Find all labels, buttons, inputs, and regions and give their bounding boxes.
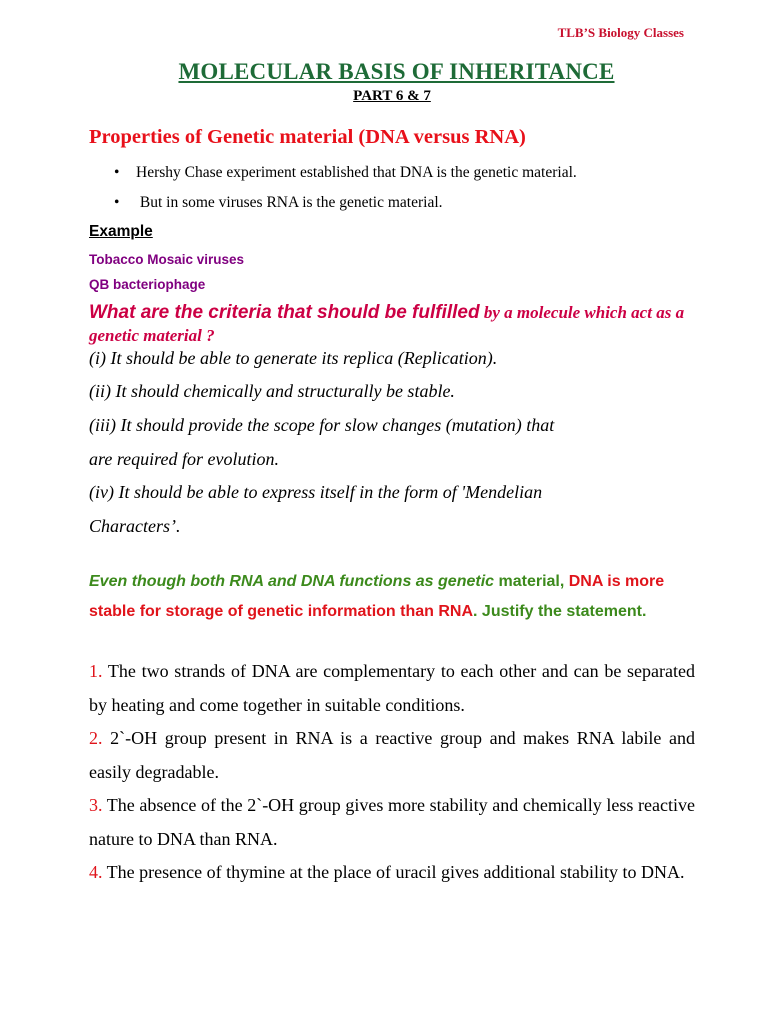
criteria-line: (iii) It should provide the scope for slow changes (mutation) that (89, 415, 555, 435)
point-text: The two strands of DNA are complementary to each other and can be separated by heating and come together in suitable conditions. (89, 661, 695, 715)
question-part: What are the criteria that should be fulfilled (89, 302, 480, 323)
bullet-item (114, 164, 577, 182)
justify-part: . Justify the statement. (473, 602, 647, 620)
bullet-icon: • (114, 164, 120, 181)
point-number: 1. (89, 661, 103, 681)
bullet-item (114, 194, 443, 212)
brand-label: TLB’S Biology Classes (557, 25, 684, 40)
justify-part: material, (494, 573, 569, 590)
point-text: The presence of thymine at the place of uracil gives additional stability to DNA. (102, 862, 685, 882)
answer-point (89, 856, 695, 890)
section-heading: Properties of Genetic material (DNA versus RNA) (89, 126, 526, 148)
answer-points (89, 655, 695, 890)
criteria-line: (ii) It should chemically and structurally be stable. (89, 381, 455, 401)
justify-part: Even though both RNA and DNA functions as genetic (89, 573, 495, 590)
example-label: Example (89, 223, 153, 240)
bullet-icon: • (114, 194, 120, 211)
point-number: 2. (89, 728, 103, 748)
criteria-line: are required for evolution. (89, 449, 279, 469)
answer-point (89, 655, 695, 722)
criteria-line: (iv) It should be able to express itself in the form of 'Mendelian (89, 482, 543, 502)
point-text: The absence of the 2`-OH group gives more stability and chemically less reactive nature to DNA than RNA. (89, 795, 695, 849)
answer-point (89, 722, 695, 789)
answer-point (89, 789, 695, 856)
justify-part: DNA is more stable for storage of genetic information than RNA (89, 573, 665, 620)
justify-question (89, 567, 699, 626)
criteria-question (89, 301, 709, 347)
example-item: Tobacco Mosaic viruses (89, 252, 245, 267)
page-title: MOLECULAR BASIS OF INHERITANCE (178, 59, 615, 84)
question-part: by a molecule which act as a genetic material ? (89, 303, 685, 345)
part-label: PART 6 & 7 (353, 88, 431, 104)
bullet-text: But in some viruses RNA is the genetic material. (139, 194, 443, 211)
example-item: QB bacteriophage (89, 277, 206, 292)
point-number: 3. (89, 795, 103, 815)
criteria-line: Characters’. (89, 516, 181, 536)
criteria-line: (i) It should be able to generate its replica (Replication). (89, 348, 498, 368)
point-number: 4. (89, 862, 103, 882)
point-text: 2`-OH group present in RNA is a reactive group and makes RNA labile and easily degradable. (89, 728, 695, 782)
bullet-text: Hershy Chase experiment established that DNA is the genetic material. (136, 164, 577, 181)
